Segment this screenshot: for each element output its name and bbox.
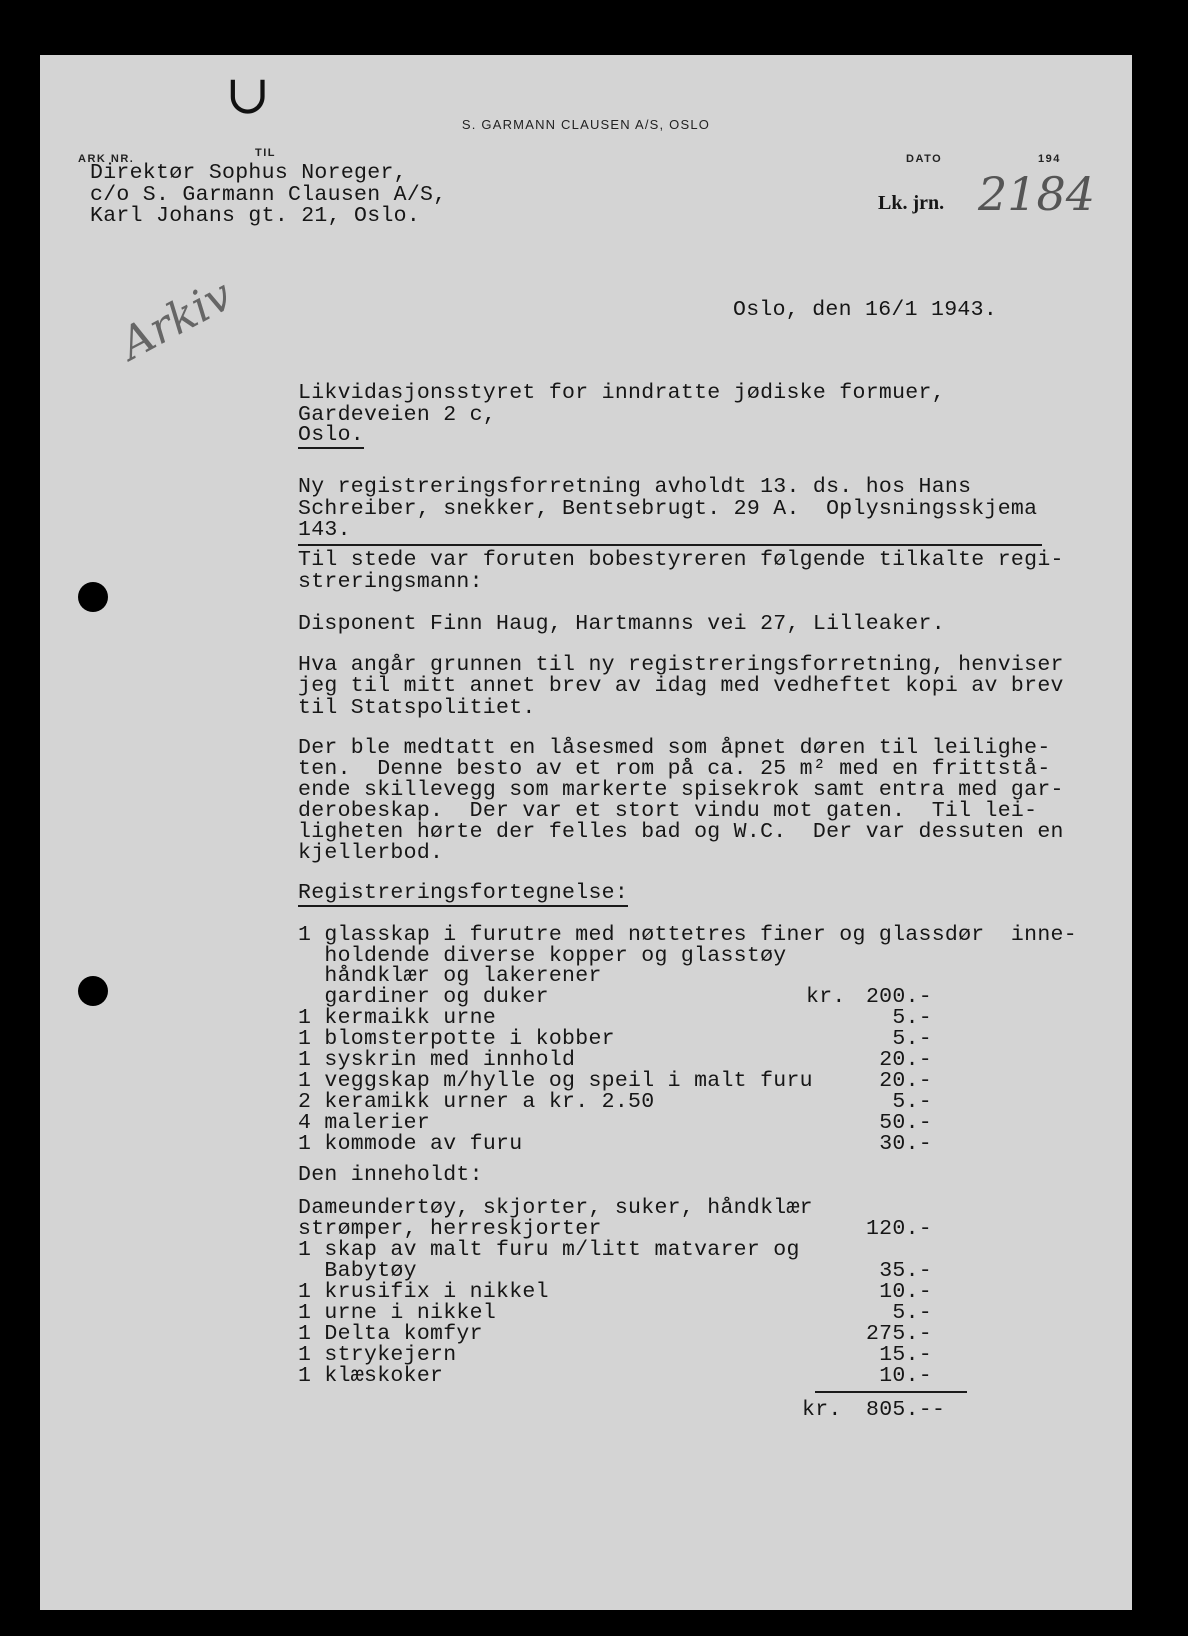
journal-label: Lk. jrn. bbox=[878, 192, 945, 214]
para4-line-1: Der ble medtatt en låsesmed som åpnet døren til leilighe- bbox=[298, 736, 1051, 760]
list-item-text: 1 blomsterpotte i kobber bbox=[298, 1027, 615, 1051]
para2-line: Disponent Finn Haug, Hartmanns vei 27, Lilleaker. bbox=[298, 612, 945, 636]
list-heading: Registreringsfortegnelse: bbox=[298, 881, 629, 905]
list-item-text: 2 keramikk urner a kr. 2.50 bbox=[298, 1090, 655, 1114]
total-currency: kr. bbox=[802, 1398, 842, 1422]
para4-line-3: ende skillevegg som markerte spisekrok samt entra med gar- bbox=[298, 778, 1064, 802]
subject-line-1: Ny registreringsforretning avholdt 13. ds. hos Hans bbox=[298, 475, 972, 499]
first-item-currency: kr. bbox=[806, 985, 846, 1009]
date-line: Oslo, den 16/1 1943. bbox=[733, 298, 998, 322]
para1-line-2: streringsmann: bbox=[298, 570, 483, 594]
first-item-line-1: 1 glasskap i furutre med nøttetres finer og glassdør inne- bbox=[298, 923, 1077, 947]
list-item-amount: 20.- bbox=[879, 1069, 932, 1093]
list-item-text: 1 syskrin med innhold bbox=[298, 1048, 576, 1072]
list-item-text: 1 Delta komfyr bbox=[298, 1322, 483, 1346]
letterhead: S. GARMANN CLAUSEN A/S, OSLO bbox=[461, 117, 711, 132]
list-item-text: 1 urne i nikkel bbox=[298, 1301, 497, 1325]
list-item-amount: 35.- bbox=[879, 1259, 932, 1283]
top-clip-mark: ∪ bbox=[225, 63, 271, 126]
first-item-line-4: gardiner og duker bbox=[298, 985, 549, 1009]
list-item-amount: 5.- bbox=[892, 1006, 932, 1030]
first-item-line-2: holdende diverse kopper og glasstøy bbox=[298, 944, 787, 968]
ark-nr-label: ARK NR. bbox=[78, 153, 135, 165]
para4-line-5: ligheten hørte der felles bad og W.C. Der var dessuten en bbox=[298, 820, 1064, 844]
para4-line-2: ten. Denne besto av et rom på ca. 25 m² med en frittstå- bbox=[298, 757, 1051, 781]
margin-note: Arkiv bbox=[112, 269, 241, 371]
dato-label: DATO bbox=[906, 153, 943, 165]
para4-line-4: derobeskap. Der var et stort vindu mot gaten. Til lei- bbox=[298, 799, 1038, 823]
contents-heading: Den inneholdt: bbox=[298, 1163, 483, 1187]
subject-line-2: Schreiber, snekker, Bentsebrugt. 29 A. Oplysningsskjema bbox=[298, 497, 1038, 521]
contents-line-2: strømper, herreskjorter bbox=[298, 1217, 602, 1241]
list-item-text: 4 malerier bbox=[298, 1111, 431, 1135]
recipient-line-3: Oslo. bbox=[298, 423, 365, 447]
subject-underline bbox=[298, 544, 1042, 546]
list-item-amount: 15.- bbox=[879, 1343, 932, 1367]
letter-page bbox=[40, 55, 1132, 1610]
recipient-line-2: Gardeveien 2 c, bbox=[298, 403, 497, 427]
list-item-amount: 10.- bbox=[879, 1364, 932, 1388]
recipient-line-1: Likvidasjonsstyret for inndratte jødiske formuer, bbox=[298, 381, 945, 405]
year-prefix-label: 194 bbox=[1038, 153, 1061, 165]
total-amount: 805.-- bbox=[866, 1398, 946, 1422]
subject-line-3: 143. bbox=[298, 518, 351, 542]
list-item-amount: 20.- bbox=[879, 1048, 932, 1072]
para4-line-6: kjellerbod. bbox=[298, 841, 444, 865]
total-rule bbox=[815, 1391, 967, 1393]
list-item-text: Babytøy bbox=[298, 1259, 417, 1283]
list-item-amount: 5.- bbox=[892, 1090, 932, 1114]
addressee-line-2: c/o S. Garmann Clausen A/S, bbox=[90, 183, 447, 207]
list-item-amount: 50.- bbox=[879, 1111, 932, 1135]
contents-amount: 120.- bbox=[865, 1217, 932, 1241]
journal-number: 2184 bbox=[978, 167, 1096, 221]
para3-line-1: Hva angår grunnen til ny registreringsforretning, henviser bbox=[298, 653, 1064, 677]
para3-line-3: til Statspolitiet. bbox=[298, 696, 536, 720]
punch-hole-top bbox=[78, 582, 108, 612]
punch-hole-bottom bbox=[78, 976, 108, 1006]
first-item-amount: 200.- bbox=[865, 985, 932, 1009]
para1-line-1: Til stede var foruten bobestyreren følgende tilkalte regi- bbox=[298, 548, 1064, 572]
list-item-amount: 275.- bbox=[865, 1322, 932, 1346]
list-item-amount: 5.- bbox=[892, 1301, 932, 1325]
list-item-text: 1 krusifix i nikkel bbox=[298, 1280, 549, 1304]
contents-line-1: Dameundertøy, skjorter, suker, håndklær bbox=[298, 1196, 813, 1220]
list-item-text: 1 skap av malt furu m/litt matvarer og bbox=[298, 1238, 800, 1262]
list-item-text: 1 kommode av furu bbox=[298, 1132, 523, 1156]
list-item-text: 1 klæskoker bbox=[298, 1364, 444, 1388]
list-item-amount: 5.- bbox=[892, 1027, 932, 1051]
para3-line-2: jeg til mitt annet brev av idag med vedheftet kopi av brev bbox=[298, 674, 1064, 698]
list-item-text: 1 veggskap m/hylle og speil i malt furu bbox=[298, 1069, 813, 1093]
list-item-text: 1 strykejern bbox=[298, 1343, 457, 1367]
list-item-amount: 30.- bbox=[879, 1132, 932, 1156]
first-item-line-3: håndklær og lakerener bbox=[298, 964, 602, 988]
list-item-text: 1 kermaikk urne bbox=[298, 1006, 497, 1030]
addressee-line-1: Direktør Sophus Noreger, bbox=[90, 161, 407, 185]
addressee-line-3: Karl Johans gt. 21, Oslo. bbox=[90, 204, 421, 228]
list-item-amount: 10.- bbox=[879, 1280, 932, 1304]
til-label: TIL bbox=[255, 147, 276, 159]
